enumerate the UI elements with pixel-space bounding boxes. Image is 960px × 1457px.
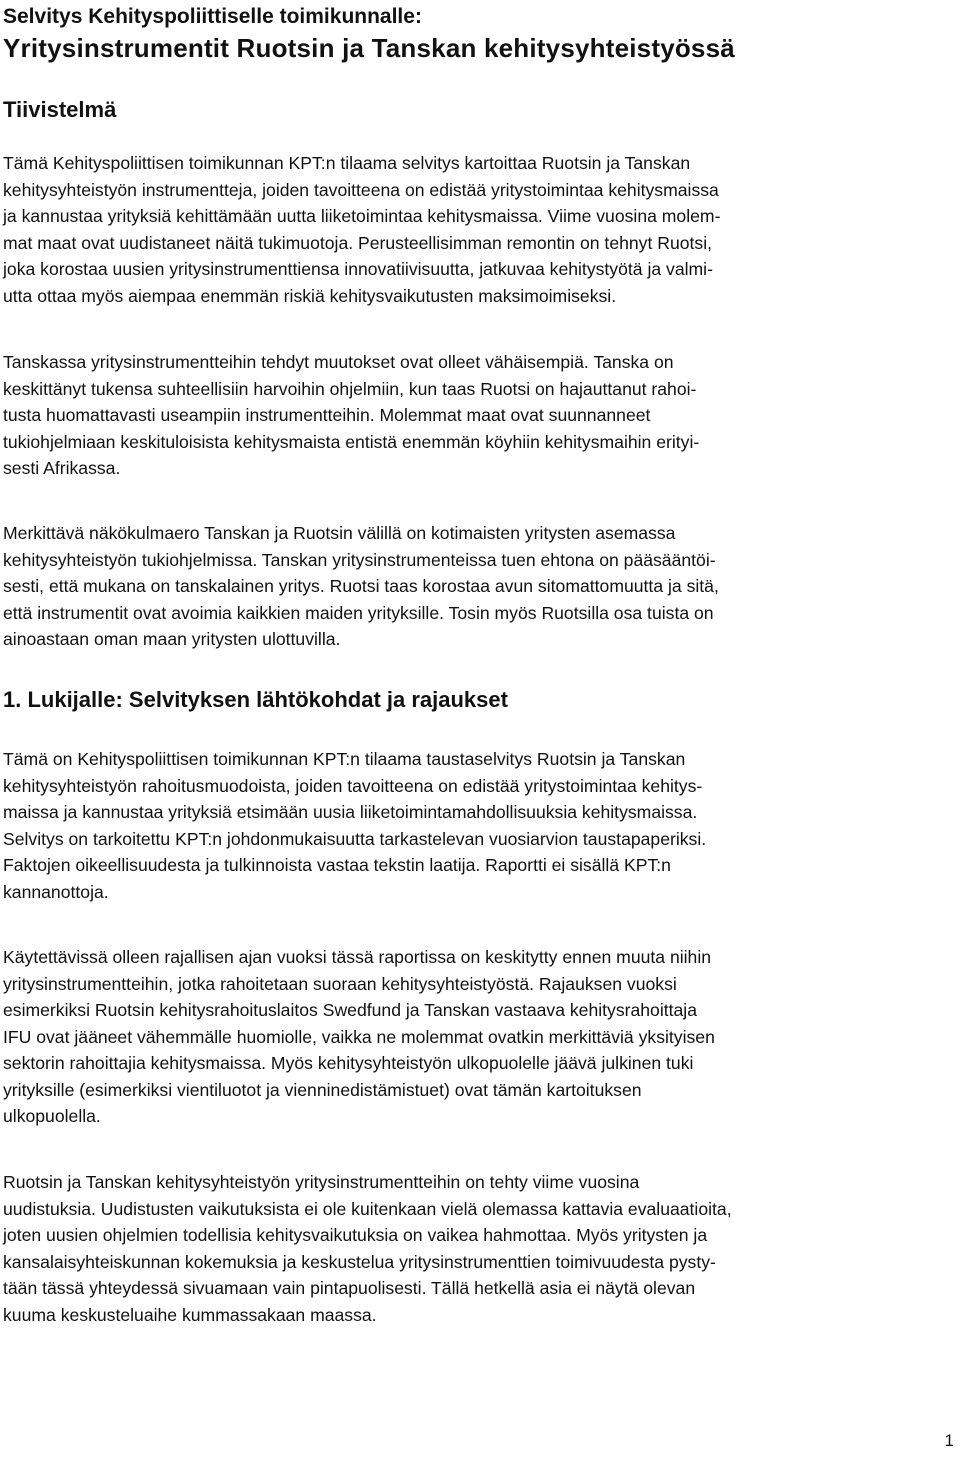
text-line: Käytettävissä olleen rajallisen ajan vuoksi tässä raportissa on keskitytty ennen muuta niihin <box>3 947 712 967</box>
text-line: joka korostaa uusien yritysinstrumenttiensa innovatiivisuutta, jatkuvaa kehitystyötä ja valmi- <box>3 259 713 279</box>
text-line: kannanottoja. <box>3 881 109 902</box>
text-line: yrityksille (esimerkiksi vientiluotot ja vienninedistämistuet) ovat tämän kartoituksen <box>3 1079 642 1100</box>
text-line: Tämä Kehityspoliittisen toimikunnan KPT:n tilaama selvitys kartoittaa Ruotsin ja Tanskan <box>3 153 691 173</box>
text-line: sektorin rahoittajia kehitysmaissa. Myös kehitysyhteistyön ulkopuolelle jäävä julkinen tuki <box>3 1053 694 1073</box>
chapter-paragraph-2 <box>3 944 953 1130</box>
text-line: utta ottaa myös aiempaa enemmän riskiä kehitysvaikutusten maksimoimiseksi. <box>3 285 617 306</box>
text-line: kuuma keskusteluaihe kummassakaan maassa. <box>3 1304 377 1325</box>
text-line: sesti, että mukana on tanskalainen yritys. Ruotsi taas korostaa avun sitomattomuutta ja sitä, <box>3 576 719 596</box>
text-line: ainoastaan oman maan yritysten ulottuvilla. <box>3 629 341 649</box>
summary-heading: Tiivistelmä <box>3 97 117 122</box>
summary-paragraph-2 <box>3 349 953 482</box>
text-line: kehitysyhteistyön instrumentteja, joiden tavoitteena on edistää yritystoimintaa kehitysmaissa <box>3 179 719 200</box>
text-line: Merkittävä näkökulmaero Tanskan ja Ruotsin välillä on kotimaisten yritysten asemassa <box>3 523 676 543</box>
text-line: kehitysyhteistyön rahoitusmuodoista, joiden tavoitteena on edistää yritystoimintaa kehitys- <box>3 775 703 796</box>
text-line: maissa ja kannustaa yrityksiä etsimään uusia liiketoimintamahdollisuuksia kehitysmaissa. <box>3 802 698 822</box>
text-line: Tämä on Kehityspoliittisen toimikunnan KPT:n tilaama taustaselvitys Ruotsin ja Tanskan <box>3 749 686 769</box>
document-title: Yritysinstrumentit Ruotsin ja Tanskan kehitysyhteistyössä <box>3 33 735 63</box>
text-line: tukiohjelmiaan keskituloisista kehitysmaista entistä enemmän köyhiin kehitysmaihin erityi- <box>3 431 700 452</box>
text-line: Ruotsin ja Tanskan kehitysyhteistyön yritysinstrumentteihin on tehty viime vuosina <box>3 1172 640 1192</box>
text-line: tään tässä yhteydessä sivuamaan vain pintapuolisesti. Tällä hetkellä asia ei näytä olevan <box>3 1278 696 1298</box>
text-line: kehitysyhteistyön tukiohjelmissa. Tanskan yritysinstrumenteissa tuen ehtona on pääsääntöi- <box>3 549 716 570</box>
text-line: Tanskassa yritysinstrumentteihin tehdyt muutokset ovat olleet vähäisempiä. Tanska on <box>3 352 674 372</box>
text-line: esimerkiksi Ruotsin kehitysrahoituslaitos Swedfund ja Tanskan vastaava kehitysrahoittaja <box>3 1000 697 1020</box>
chapter-paragraph-1 <box>3 746 953 905</box>
text-line: ulkopuolella. <box>3 1106 101 1126</box>
text-line: joten uusien ohjelmien todellisia kehitysvaikutuksia on vaikea hahmottaa. Myös yritysten ja <box>3 1225 708 1245</box>
text-line: sesti Afrikassa. <box>3 458 121 478</box>
document-supertitle: Selvitys Kehityspoliittiselle toimikunnalle: <box>3 5 422 28</box>
summary-paragraph-3 <box>3 520 953 653</box>
text-line: keskittänyt tukensa suhteellisiin harvoihin ohjelmiin, kun taas Ruotsi on hajauttanut rahoi- <box>3 378 697 399</box>
text-line: Selvitys on tarkoitettu KPT:n johdonmukaisuutta tarkastelevan vuosiarvion taustapaperiksi. <box>3 828 707 849</box>
text-line: että instrumentit ovat avoimia kaikkien maiden yrityksille. Tosin myös Ruotsilla osa tuista on <box>3 602 714 623</box>
text-line: ja kannustaa yrityksiä kehittämään uutta liiketoimintaa kehitysmaissa. Viime vuosina molem- <box>3 206 721 226</box>
summary-paragraph-1 <box>3 150 953 309</box>
page-number: 1 <box>944 1431 954 1450</box>
text-line: uudistuksia. Uudistusten vaikutuksista ei ole kuitenkaan vielä olemassa kattavia evaluaatioita, <box>3 1198 732 1219</box>
chapter-paragraph-3 <box>3 1169 953 1328</box>
text-line: tusta huomattavasti useampiin instrumentteihin. Molemmat maat ovat suunnanneet <box>3 405 651 425</box>
text-line: yritysinstrumentteihin, jotka rahoitetaan suoraan kehitysyhteistyöstä. Rajauksen vuoksi <box>3 973 677 994</box>
text-line: Faktojen oikeellisuudesta ja tulkinnoista vastaa tekstin laatija. Raportti ei sisällä KPT:n <box>3 855 671 875</box>
text-line: mat maat ovat uudistaneet näitä tukimuotoja. Perusteellisimman remontin on tehnyt Ruotsi, <box>3 232 712 253</box>
text-line: IFU ovat jääneet vähemmälle huomiolle, vaikka ne molemmat ovatkin merkittäviä yksityisen <box>3 1026 715 1047</box>
text-line: kansalaisyhteiskunnan kokemuksia ja keskustelua yritysinstrumenttien toimivuudesta pysty- <box>3 1251 716 1272</box>
chapter-heading: 1. Lukijalle: Selvityksen lähtökohdat ja rajaukset <box>3 687 508 712</box>
